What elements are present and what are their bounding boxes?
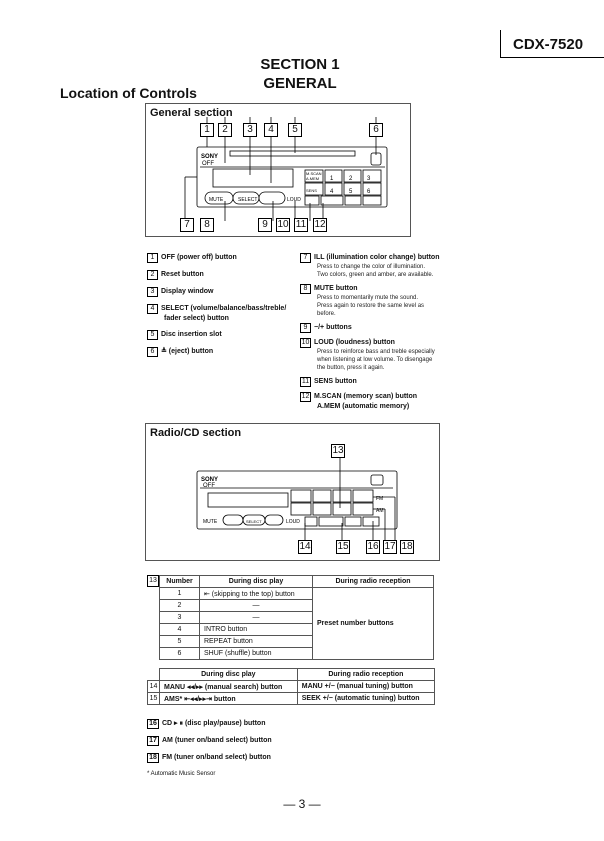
legend-num: 8 [300,284,311,294]
unit-btn4: 4 [330,189,334,195]
cell-number: 14 [148,681,160,693]
legend-desc: before. [317,311,336,317]
legend-item [300,392,460,411]
lower-num: 16 [147,719,159,729]
legend-label: LOUD (loudness) button [314,339,395,346]
callout-7: 7 [180,218,194,232]
legend-label: ILL (illumination color change) button [314,254,440,261]
model-number: CDX-7520 [500,30,604,58]
legend-num: 12 [301,393,310,400]
radio-section-title: Radio/CD section [150,427,242,439]
lower-label: FM (tuner on/band select) button [162,754,271,761]
legend-label: OFF (power off) button [161,254,237,261]
callout-9: 9 [258,218,272,232]
table-row [148,681,435,693]
legend-item [300,338,460,372]
table13 [159,575,434,660]
unit-select: SELECT [238,197,258,203]
section-heading [200,55,400,93]
legend-desc: Press again to restore the same level as [317,303,425,309]
lower-num: 18 [147,753,159,763]
disc-slot [230,151,355,156]
legend-num: 6 [147,347,158,357]
th-empty [148,669,160,681]
legend-item [300,323,460,333]
lower-num: 17 [147,736,159,746]
callout-16: 16 [367,541,379,552]
legend-left [147,253,292,357]
cell-radio: Preset number buttons [313,588,434,660]
cell-disc: — [200,612,313,624]
cell-number: 3 [160,612,200,624]
radio-unit-mute: MUTE [203,519,218,525]
legend-item [147,287,292,297]
unit-mute: MUTE [209,197,224,203]
callout-5: 5 [288,123,302,137]
legend-label: MUTE button [314,285,358,292]
page-number: — 3 — [283,797,321,811]
callout-15: 15 [337,541,349,552]
th-radio: During radio reception [297,669,434,681]
unit-btn3-unit: 3 [367,176,371,182]
unit-mscan: M.SCAN [306,171,322,176]
unit-loud: LOUD [287,197,301,203]
legend-desc: Press to change the color of illumination. [317,264,426,270]
general-section-title: General section [150,107,233,119]
table-manual [147,668,435,705]
table-header-row [148,669,435,681]
lower-item-16 [147,719,265,729]
legend-label: SELECT (volume/balance/bass/treble/ [161,305,287,312]
legend-num: 3 [147,287,158,297]
cell-disc: SHUF (shuffle) button [200,648,313,660]
radio-unit-fm: FM [376,496,384,502]
cell-disc: MANU ◂◂/▸▸ (manual search) button [160,681,298,693]
legend-num: 11 [301,378,310,385]
callout-17: 17 [384,541,396,552]
legend-label: Disc insertion slot [161,331,222,338]
unit-amem: A.MEM [306,176,320,181]
th-disc: During disc play [200,576,313,588]
radio-unit-brand: SONY [201,477,219,483]
legend-num: 2 [147,270,158,280]
cell-disc: REPEAT button [200,636,313,648]
legend-item [300,377,460,387]
cell-disc: INTRO button [200,624,313,636]
legend-label: Display window [161,288,214,295]
callout-11: 11 [295,219,307,230]
legend-desc: Press to reinforce bass and treble especially [317,349,435,355]
legend-desc: when listening at low volume. To disengage [317,357,433,363]
callout-6: 6 [369,123,383,137]
cell-disc: ⇤ (skipping to the top) button [200,588,313,600]
callout-13: 13 [332,445,344,456]
callout-2: 2 [218,123,232,137]
legend-desc: Two colors, green and amber, are available. [317,272,434,278]
unit-btn2: 2 [349,176,353,182]
callout-12: 12 [314,219,326,230]
lower-label: CD ▸ ⏸ (disc play/pause) button [162,720,266,727]
legend-item [300,284,460,318]
cell-number: 2 [160,600,200,612]
legend-item [300,253,460,279]
cell-disc: — [200,600,313,612]
callout-1: 1 [200,123,214,137]
callout-18: 18 [401,541,413,552]
legend-label: −/+ buttons [314,324,352,331]
callout-3: 3 [243,123,257,137]
cell-radio: MANU +/− (manual tuning) button [297,681,434,693]
cell-radio: SEEK +/− (automatic tuning) button [297,693,434,705]
unit-off-label: OFF [202,161,214,167]
lower-item-17 [147,736,272,746]
legend-item [147,270,292,280]
legend-label: ≜ (eject) button [161,348,214,355]
radio-unit-select: SELECT [246,519,262,524]
callout-8: 8 [200,218,214,232]
legend-num: 1 [147,253,158,263]
lower-item-18 [147,753,271,763]
section-line2: GENERAL [263,75,337,92]
legend-item [147,304,292,323]
cell-number: 15 [148,693,160,705]
legend-num: 9 [300,323,311,333]
legend-right [300,253,460,411]
cell-number: 1 [160,588,200,600]
section-line1: SECTION 1 [260,56,340,73]
legend-label-cont: fader select) button [164,315,229,322]
lower-label: AM (tuner on/band select) button [162,737,272,744]
legend-num: 7 [300,253,311,263]
legend-label: SENS button [314,378,357,385]
location-title: Location of Controls [60,85,197,101]
th-radio: During radio reception [313,576,434,588]
legend-num: 4 [147,304,158,314]
cell-number: 5 [160,636,200,648]
table-row [160,588,434,600]
unit-btn6: 6 [367,189,371,195]
table13-number: 13 [147,575,159,587]
legend-item [147,253,292,263]
legend-item [147,347,292,357]
legend-num: 5 [147,330,158,340]
cell-number: 4 [160,624,200,636]
unit-sens: SENS [306,188,317,193]
legend-label: Reset button [161,271,204,278]
legend-label: M.SCAN (memory scan) button [314,393,418,400]
legend-desc: Press to momentarily mute the sound. [317,295,419,301]
display-window [213,169,293,187]
callout-14: 14 [299,541,311,552]
unit-btn5: 5 [349,189,353,195]
legend-desc: the button, press it again. [317,365,385,371]
th-number: Number [160,576,200,588]
cell-disc: AMS* ⇤◂◂/▸▸⇥ button [160,693,298,705]
legend-item [147,330,292,340]
footnote: * Automatic Music Sensor [147,771,216,777]
table-header-row [160,576,434,588]
table-row [148,693,435,705]
unit-btn1: 1 [330,176,334,182]
radio-unit-am: AM [376,508,384,514]
callout-4: 4 [264,123,278,137]
legend-num: 10 [301,339,310,346]
unit-brand: SONY [201,154,219,160]
cell-number: 6 [160,648,200,660]
callout-10: 10 [277,219,289,230]
legend-label-cont: A.MEM (automatic memory) [317,403,410,410]
radio-unit-off: OFF [203,483,215,489]
radio-unit-loud: LOUD [286,519,300,525]
th-disc: During disc play [160,669,298,681]
